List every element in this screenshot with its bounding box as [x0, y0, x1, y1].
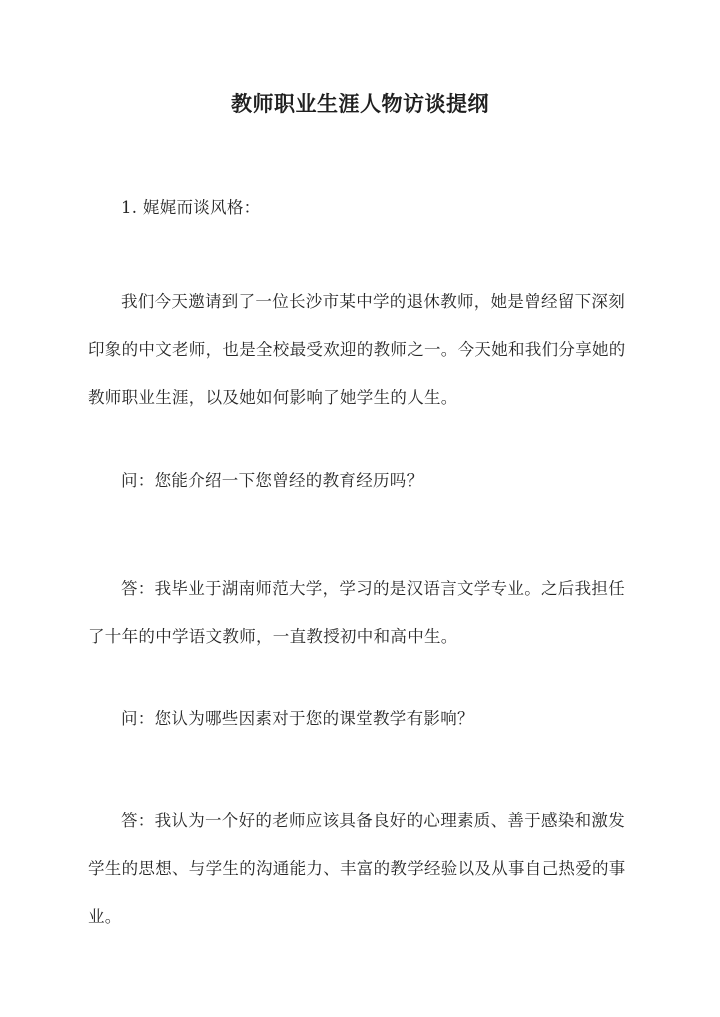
answer-paragraph: 答：我毕业于湖南师范大学，学习的是汉语言文学专业。之后我担任了十年的中学语文教师，一直教授初中和高中生。	[88, 579, 625, 646]
question-paragraph: 问：您认为哪些因素对于您的课堂教学有影响？	[121, 709, 474, 728]
question-paragraph: 问：您能介绍一下您曾经的教育经历吗？	[121, 471, 424, 490]
intro-paragraph: 我们今天邀请到了一位长沙市某中学的退休教师，她是曾经留下深刻印象的中文老师，也是全校最受欢迎的教师之一。今天她和我们分享她的教师职业生涯，以及她如何影响了她学生的人生。	[88, 292, 626, 407]
answer-paragraph: 答：我认为一个好的老师应该具备良好的心理素质、善于感染和激发学生的思想、与学生的沟通能力、丰富的教学经验以及从事自己热爱的事业。	[88, 811, 626, 926]
section-heading: 1. 娓娓而谈风格：	[121, 198, 261, 217]
document-title: 教师职业生涯人物访谈提纲	[231, 91, 489, 116]
